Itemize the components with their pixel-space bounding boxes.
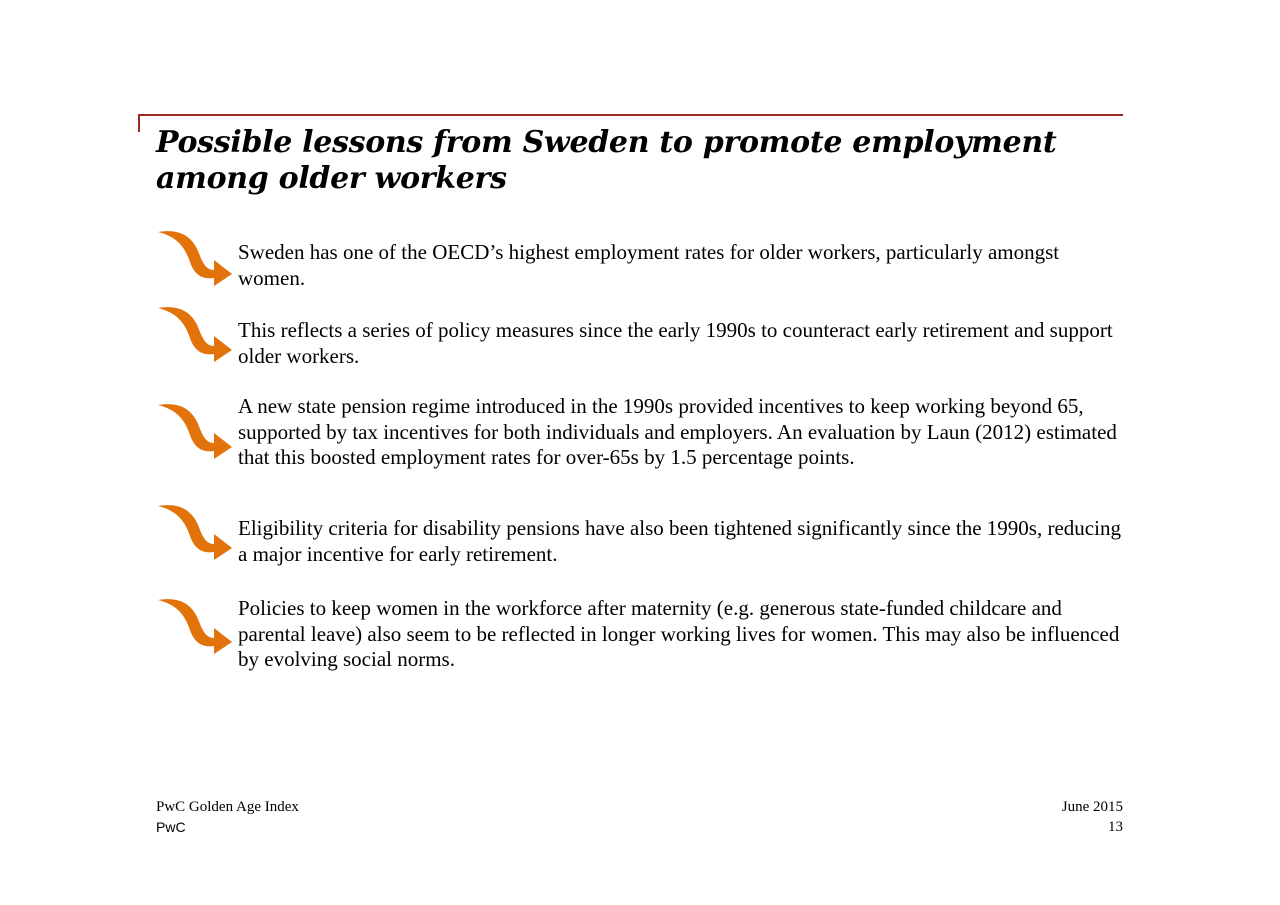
bullet-text: Policies to keep women in the workforce after maternity (e.g. generous state-funded childcare and parental leave) also seem to be reflected in longer working lives for women. This may also be influenced by evolving social norms. <box>238 596 1120 672</box>
bullet-text: Eligibility criteria for disability pensions have also been tightened significantly since the 1990s, reducing a major incentive for early retirement. <box>238 516 1121 566</box>
footer-company: PwC <box>156 819 186 835</box>
footer-date: June 2015 <box>1061 799 1123 815</box>
footer-report-name: PwC Golden Age Index <box>156 799 299 815</box>
curved-arrow-icon <box>156 304 236 364</box>
title-frame-left-rule <box>138 114 140 132</box>
curved-arrow-icon <box>156 228 236 288</box>
slide-title: Possible lessons from Sweden to promote employment among older workers <box>156 125 1057 196</box>
footer-page-number: 13 <box>1108 819 1123 835</box>
bullet-text: A new state pension regime introduced in the 1990s provided incentives to keep working beyond 65, supported by tax incentives for both individuals and employers. An evaluation by Laun (2012) estimated that this boosted employment rates for over-65s by 1.5 percentage points. <box>238 394 1117 470</box>
title-frame-top-rule <box>138 114 1123 116</box>
curved-arrow-icon <box>156 401 236 461</box>
curved-arrow-icon <box>156 502 236 562</box>
curved-arrow-icon <box>156 596 236 656</box>
bullet-text: This reflects a series of policy measures since the early 1990s to counteract early retirement and support older workers. <box>238 318 1113 368</box>
bullet-text: Sweden has one of the OECD’s highest employment rates for older workers, particularly amongst women. <box>238 240 1060 290</box>
